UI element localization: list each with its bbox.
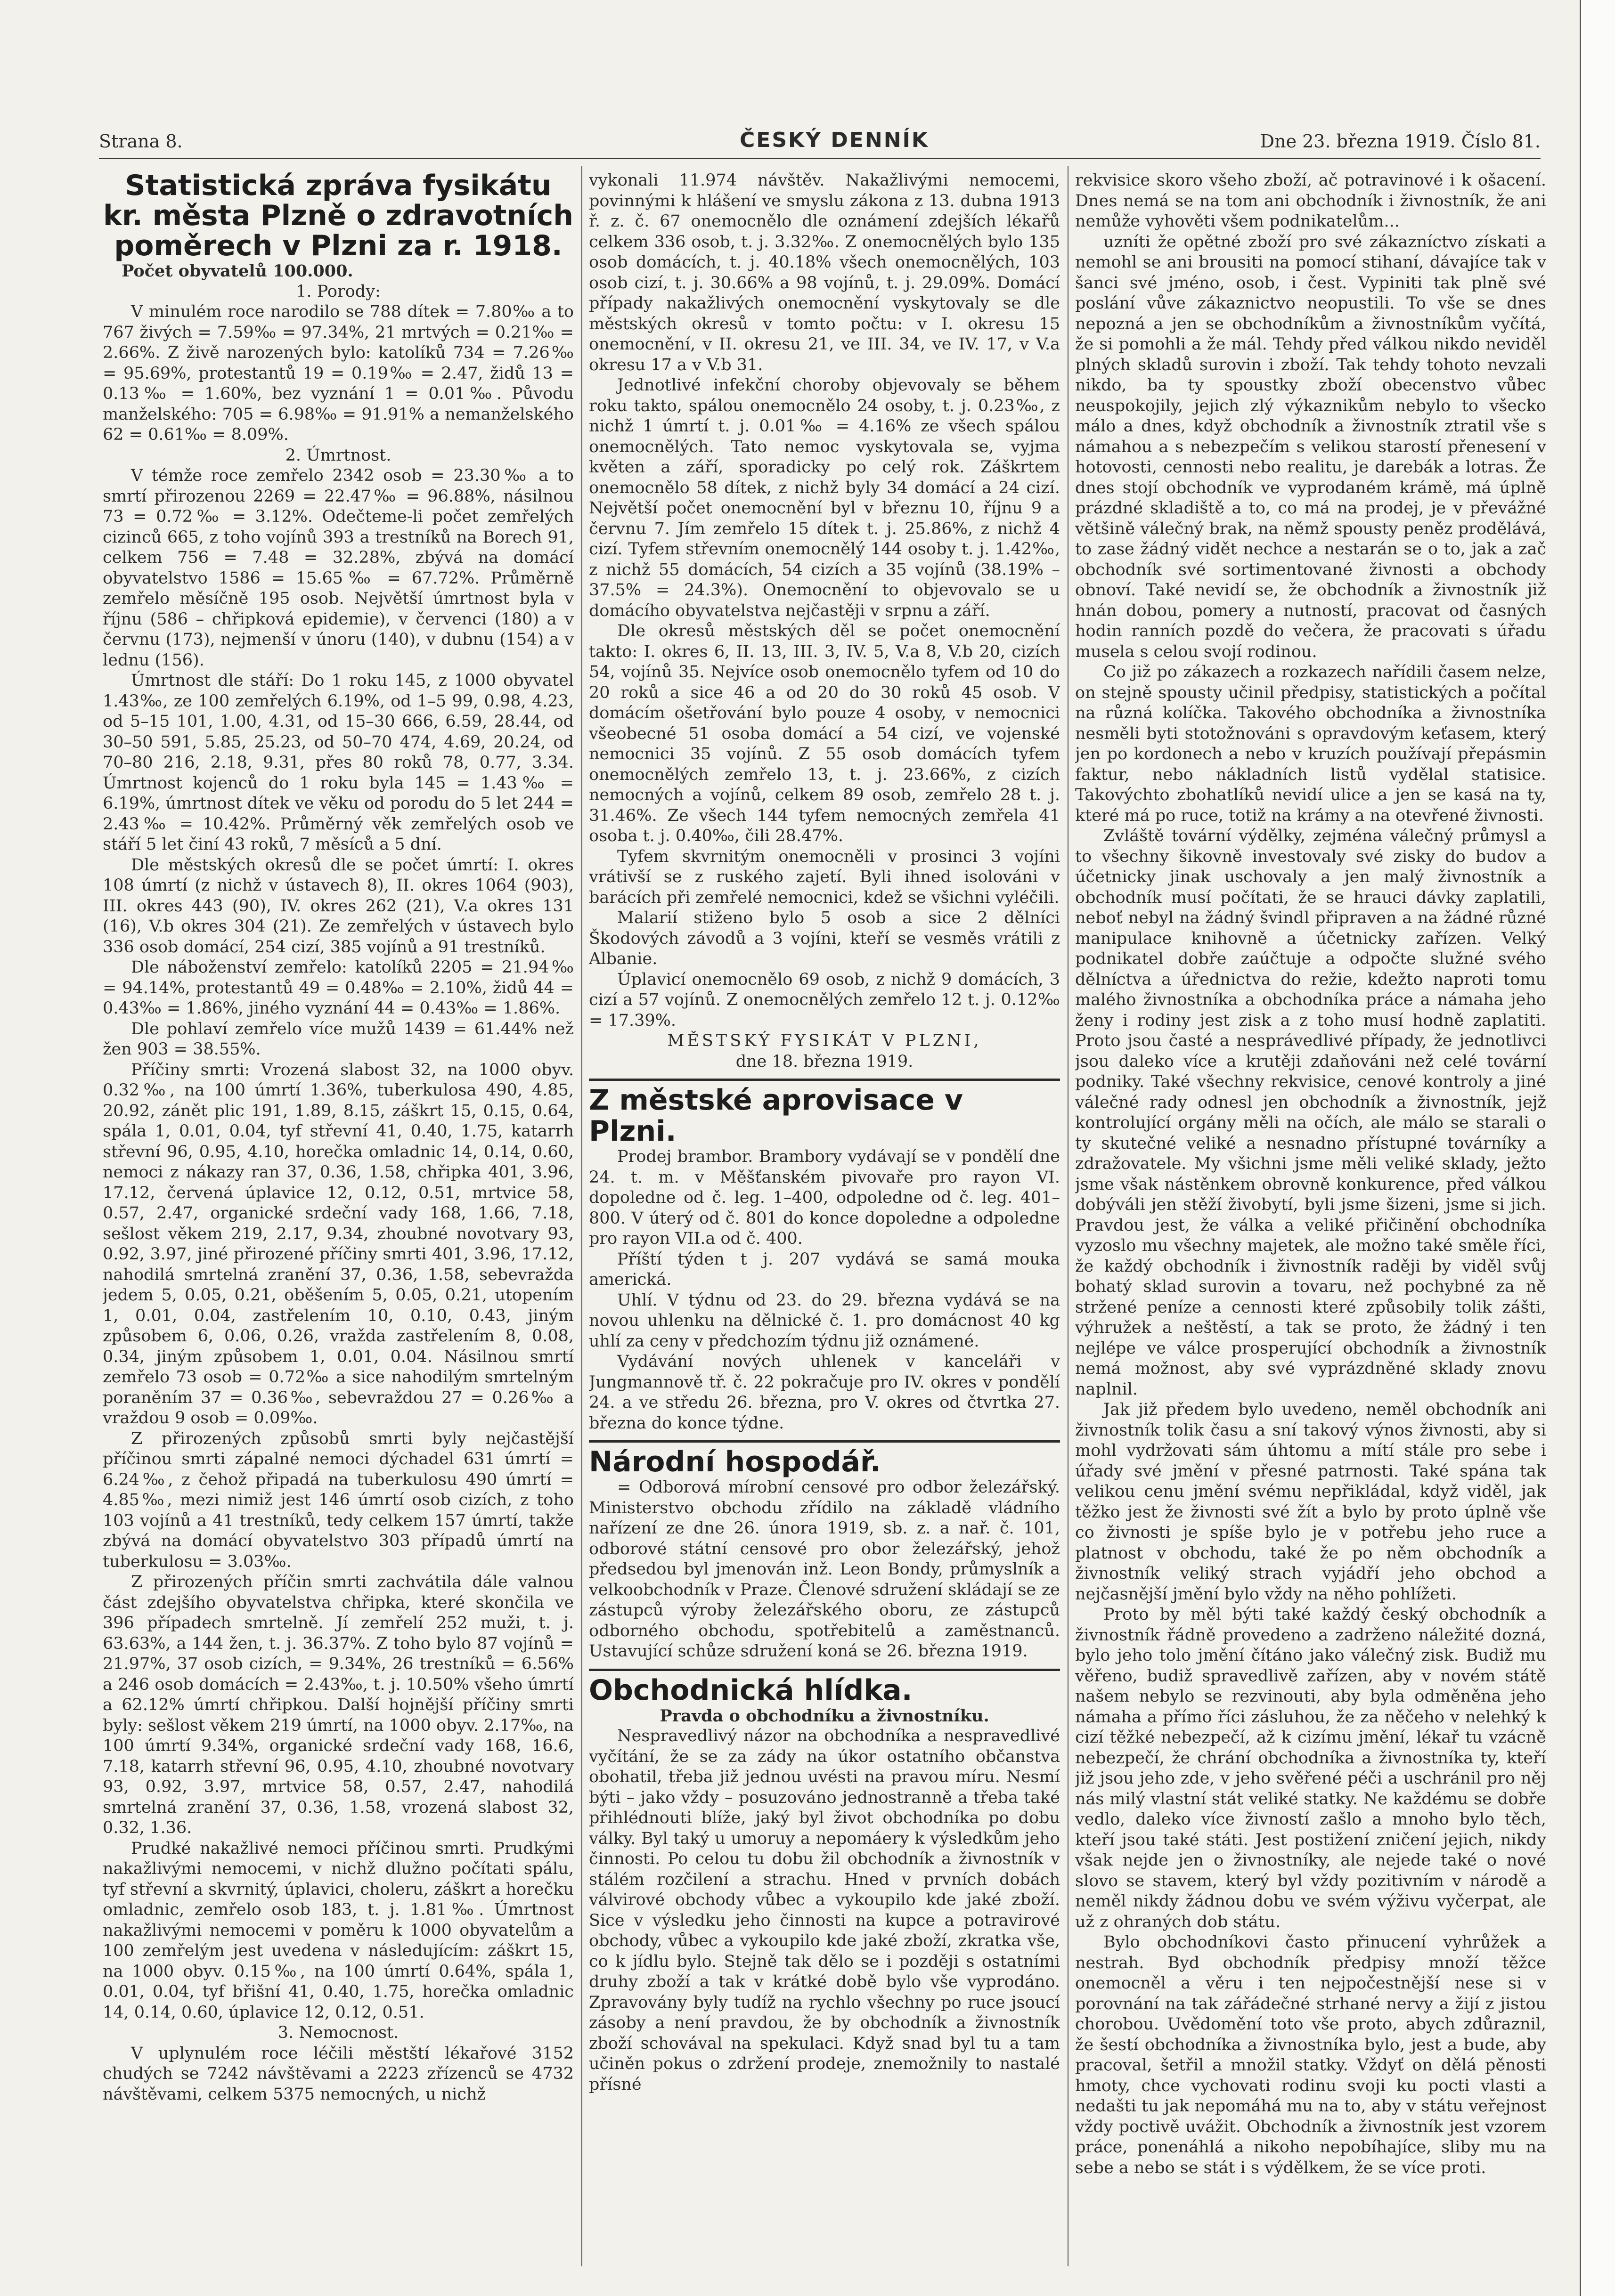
paragraph: Nespravedlivý názor na obchodníka a nespravedlivé vyčítání, že se za zády na úkor ostatního občanstva obohatil, třeba již jednou uvésti na pravou míru. Nesmí býti – jako vždy – posuzováno jednostranně a třeba také přihlédnouti blíže, jaký byl život obchodníka po dobu války. Byl taký u umoruy a nepomáery k výsledkům jeho činnosti. Po celou tu dobu žil obchodník a živnostník v stálém rozčilení a strachu. Hned v prvních dobách válvirové obchody vůbec a vykoupilo kde jaké zboží. Sice v výsledku jeho činnosti na kupce a potravirové obchody, vůbec a vykoupilo kde jaké zboží, zkratka vše, co k jídlu bylo. Stejně tak dělo se i později s ostatními druhy zboží a tak v krátké době bylo vše vyprodáno. Zpravovány byly tudíž na rychlo všechny po ruce jsoucí zásoby a není pravdou, že by obchodník a živnostník zboží schovával na spekulaci. Když snad byl tu a tam učiněn pokus o zdržení prodeje, znemožnily to nastalé přísné [589, 1727, 1060, 2094]
paragraph: V minulém roce narodilo se 788 dítek = 7.80‰ a to 767 živých = 7.59‰ = 97.34%, 21 mrtvých = 0.21‰ = 2.66%. Z živě narozených bylo: katolíků 734 = 7.26‰ = 95.69%, protestantů 19 = 0.19‰ = 2.47, židů 13 = 0.13‰ = 1.60%, bez vyznání 1 = 0.01‰. Původu manželského: 705 = 6.98‰ = 91.91% a nemanželského 62 = 0.61‰ = 8.09%. [103, 302, 574, 444]
article-headline: Statistická zpráva fysikátu kr. města Plzně o zdravotních poměrech v Plzni za r. 1918. [103, 170, 573, 262]
section-rule [589, 1440, 1060, 1443]
section-title: 2. Úmrtnost. [285, 446, 392, 465]
paragraph: Z přirozených příčin smrti zachvátila dále valnou část zdejšího obyvatelstva chřipka, které skončila ve 396 případech smrtelně. Jí zemřelí 252 muži, t. j. 63.63%, a 144 žen, t. j. 36.37%. Z toho bylo 87 vojínů = 21.97%, 37 osob cizích, = 9.34%, 26 trestníků = 6.56% a 246 osob domácích = 2.43‰, t. j. 10.50% všeho úmrtí a 62.12% úmrtí chřipkou. Další hojnější příčiny smrti byly: sešlost věkem 219 úmrtí, na 1000 obyv. 2.17‰, na 100 úmrtí 9.34%, organické srdeční vady 168, 16.6, 7.18, katarrh střevní 96, 0.95, 4.10, zhoubné novotvary 93, 0.92, 3.97, mrtvice 58, 0.57, 2.47, nahodilá smrtelná zranění 37, 0.36, 1.58, vrozená slabost 32, 0.32, 1.36. [103, 1573, 574, 1837]
paragraph: Co již po zákazech a rozkazech nařídili časem nelze, on stejně spousty učinil předpisy, statistických a počítal na různá kolíčka. Takového obchodníka a živnostníka nesměli byti stotožnováni s opravdovým keťasem, který jen po kordonech a nebo v kruzích používají přepásmin faktur, nebo nákladních listů vydělal statisice. Takovýchto zbohatlíků nevidí ulice a jen se kasá na ty, které má po ruce, totiž na krámy a na otevřené živnosti. [1075, 663, 1546, 825]
issue-date: Dne 23. března 1919. Číslo 81. [1260, 131, 1541, 152]
article-subheading: Pravda o obchodníku a živnostníku. [660, 1706, 989, 1726]
section-heading-aprovisace: Z městské aprovisace v Plzni. [589, 1084, 963, 1148]
paragraph: Bylo obchodníkovi často přinucení vyhrůžek a nestrah. Byd obchodník předpisy množí těžce onemocněl a věru i ten nejpočestnější nese si v porovnání na tak zářádečné strhané nervy a žijí z jistou chorobou. Uvědomění toto vše proto, abych zdůraznil, že šestí obchodníka a živnostníka bylo, jest a bude, aby pracoval, šetřil a množil statky. Vždyť on dělá pěnosti hmoty, chce vychovati rodinu svoji ku pocti vlasti a nedašti tu jak nepomáhá mu na to, aby v státu veřejnost vždy poctivě uvážit. Obchodník a živnostník jest vzorem práce, ponenáhlá a nikoho nepobíhajíce, sliby mu na sebe a nebo se stát i s výdělkem, že se více proti. [1075, 1933, 1546, 2177]
paragraph: Úplavicí onemocnělo 69 osob, z nichž 9 domácích, 3 cizí a 57 vojínů. Z onemocnělých zemřelo 12 t. j. 0.12‰ = 17.39%. [589, 970, 1060, 1030]
paragraph: Proto by měl býti také každý český obchodník a živnostník řádně provedeno a zadrženo náležité dozná, bylo jeho tolo jmění čítáno jako válečný zisk. Budiž mu věřeno, budiž spravedlivě zařízen, aby v novém státě našem nebylo se rezvinouti, aby byla odměněna jeho námaha a přímo říci zásluhou, že za něčeho v nelehký k cizí těžké nebezpečí, až k cizímu jmění, lékař tu vzácně nebezpečí, že chrání obchodníka a živnostníka ty, kteří již jsou jeho zde, v jeho svěřené péči a uschránil pro něj nás milý vlastní stát veliké statky. Ne každému se dobře vedlo, daleko více živností zašlo a mnoho bylo těch, kteří jsou také státi. Jest postižení zničení jejich, nikdy však nejde jen o živnostníky, ale nejede také o nové slovo se stavem, který byl vždy pozitivním v národě a neměl nikdy žádnou dobu ve svém výživu vyčerpat, ale už z ohraných dob státu. [1075, 1605, 1546, 1931]
column-2 [589, 170, 1060, 2257]
column-1 [103, 170, 574, 2257]
section-rule [589, 1669, 1060, 1671]
paragraph: Dle okresů městských děl se počet onemocnění takto: I. okres 6, II. 13, III. 3, IV. 5, V.a 8, V.b 20, cizích 54, vojínů 35. Nejvíce osob onemocnělo tyfem od 10 do 20 roků a sice 46 a od 20 do 30 roků 45 osob. V domácím ošetřování bylo pouze 4 osoby, v nemocnici všeobecné 51 osoba domácí a 54 cizí, ve vojenské nemocnici 35 vojínů. Z 55 osob domácích tyfem onemocnělých zemřelo 13, t. j. 23.66%, z cizích nemocných a vojínů, celkem 89 osob, zemřelo 28 t. j. 31.46%. Ze všech 144 tyfem nemocných zemřela 41 osoba t. j. 0.40‰, čili 28.47%. [589, 622, 1060, 845]
paragraph: Uhlí. V týdnu od 23. do 29. března vydává se na novou uhlenku na dělnické č. 1. pro domácnost 40 kg uhlí za ceny v předchozím týdnu již oznámené. [589, 1290, 1060, 1351]
section-title: 1. Porody: [296, 282, 381, 301]
section-heading-hospodar: Národní hospodář. [589, 1445, 881, 1478]
page-edge [1580, 0, 1615, 2296]
paragraph: Zvláště tovární výdělky, zejména válečný průmysl a to všechny šikovně investovaly své zisky do budov a účetnicky jinak uschovaly a jen malý živnostník a obchodník musí počítati, že se hrauci dávky zaplatili, neboť nebyl na žádný švindl připraven a na žádné různé manipulace knihovně a účetnicky zařízen. Velký podnikatel dobře zaúčtuje a odpočte služné svého dělníctva a úřednictva do režie, kdežto naproti tomu malého živnostníka a obchodníka práce a námaha jeho ženy i rodiny jest zisk a z toho musí hodně zaplatiti. Proto jsou časté a nesprávedlivé případy, že jednotlivci jsou daleko více a krutěji zdaňováni než celé tovární podniky. Také všechny rekvisice, cenové kontroly a jiné válečné rady odnesl jen obchodník a živnostník, jejž kontrolující orgány měli na očích, ale málo se starali o ty skutečné veliké a nesnadno přístupné továrníky a zdražovatele. My všichni jsme měli veliké sklady, ježto jsme však nástěnkem obrovně konkurence, před válkou dobýváli jen stěží živobytí, byli jsme šizeni, jsme si jich. Pravdou jest, že válka a veliké přičinění obchodníka vyzoslo mu všechny majetek, ale možno také směle říci, že každý obchodník i živnostník raději by viděl svůj bohatý sklad surovin a tovaru, než pochybné za ně stržené peníze a cennosti které způsobily tolik zášti, výhružek a neštěstí, a tak se proto, že žádný i ten nejlépe ve válce prosperující obchodník a živnostník nemá možnost, aby své vyprázdněné sklady znovu naplnil. [1075, 827, 1546, 1399]
section-heading-hlidka: Obchodnická hlídka. [589, 1673, 913, 1707]
paragraph: Prudké nakažlivé nemoci příčinou smrti. Prudkými nakažlivými nemocemi, v nichž dlužno počítati spálu, tyf střevní a skvrnitý, úplavici, choleru, záškrt a horečku omladnic, zemřelo osob 183, t. j. 1.81‰. Úmrtnost nakažlivými nemocemi v poměru k 1000 obyvatelům a 100 zemřelým jest uvedena v následujícím: záškrt 15, na 1000 obyv. 0.15‰, na 100 úmrtí 0.64%, spála 1, 0.01, 0.04, tyf břišní 41, 0.40, 1.75, horečka omladnic 14, 0.14, 0.60, úplavice 12, 0.12, 0.51. [103, 1839, 574, 2022]
paragraph: Malarií stiženo bylo 5 osob a sice 2 dělníci Škodových závodů a 3 vojíni, kteří se vesměs vrátili z Albanie. [589, 909, 1060, 968]
paragraph: rekvisice skoro všeho zboží, ač potravinové i k ošacení. Dnes nemá se na tom ani obchodník i živnostník, že ani nemůže vyhověti všem podnikatelům... [1075, 171, 1546, 231]
paragraph: Příčiny smrti: Vrozená slabost 32, na 1000 obyv. 0.32‰, na 100 úmrtí 1.36%, tuberkulosa 490, 4.85, 20.92, zánět plic 191, 1.89, 8.15, záškrt 15, 0.15, 0.64, spála 1, 0.01, 0.04, tyf střevní 41, 0.40, 1.75, katarrh střevní 96, 0.95, 4.10, horečka omladnic 14, 0.14, 0.60, nemoci z nákazy ran 37, 0.36, 1.58, chřipka 401, 3.96, 17.12, červená úplavice 12, 0.12, 0.51, mrtvice 58, 0.57, 2.47, organické srdeční vady 168, 1.66, 7.18, sešlost věkem 219, 2.17, 9.34, zhoubné novotvary 93, 0.92, 3.97, jiné přirozené příčiny smrti 401, 3.96, 17.12, nahodilá smrtelná zranění 37, 0.36, 1.58, sebevražda jedem 5, 0.05, 0.21, oběšením 5, 0.05, 0.21, utopením 1, 0.01, 0.04, zastřelením 10, 0.10, 0.43, jiným způsobem 6, 0.06, 0.26, vražda zastřelením 8, 0.08, 0.34, jiným způsobem 1, 0.01, 0.04. Násilnou smrtí zemřelo 73 osob = 0.72‰ a sice nahodilým smrtelným poraněním 37 = 0.36‰, sebevraždou 27 = 0.26‰ a vraždou 9 osob = 0.09‰. [103, 1060, 574, 1428]
paragraph: uzníti že opětné zboží pro své zákazníctvo získati a nemohl se ani brousiti na pomocí stihaní, dávajíce tak v šanci své jméno, osob, i čest. Vypiniti tak plně své poslání vůve zákaznictvo neopustili. To vše se dnes nepozná a jen se obchodníkům a živnostníkům vyčítá, že si pomohli a že mál. Tehdy před válkou nikdo neviděl plných skladů surovin i zboží. Tak tehdy tohoto nevzali nikdo, ba ty spoustky zboží obecenstvo vůbec neuspokojily, jejich zlý výkaznikům nebylo to všecko málo a dnes, když obchodník a živnostník ztratil vše s námahou a s nebezpečím s velikou starostí přenesení v hotovosti, cennosti nebo realitu, je darebák a lotras. Že dnes stojí obchodník ve vyprodaném krámě, má úplně prázdné skladiště a to, co má na prodej, je v převážné většině válečný brak, na němž spousty peněz prodělává, to zase žádný vidět nechce a nestarán se o to, jak a zač obchodník své sortimentované živnosti a obchody obnoví. Také nevidí se, že obchodník a živnostník již hnán dobou, pomery a nutností, pracovat od časných hodin ranních pozdě do večera, že pracovati s úřadu musela s celou svojí rodinou. [1075, 232, 1546, 661]
column-3 [1075, 170, 1546, 2257]
paragraph: Příští týden t j. 207 vydává se samá mouka americká. [589, 1249, 1060, 1289]
population-line: Počet obyvatelů 100.000. [122, 261, 353, 281]
section-title: 3. Nemocnost. [277, 2023, 399, 2042]
paragraph: V témže roce zemřelo 2342 osob = 23.30‰ a to smrtí přirozenou 2269 = 22.47‰ = 96.88%, násilnou 73 = 0.72‰ = 3.12%. Odečteme-li počet zemřelých cizinců 665, z toho vojínů 393 a trestníků na Borech 91, celkem 756 = 7.48 = 32.28%, zbývá na domácí obyvatelstvo 1586 = 15.65‰ = 67.72%. Průměrně zemřelo měsíčně 195 osob. Největší úmrtnost byla v říjnu (586 – chřipková epidemie), v červenci (180) a v červnu (173), nejmenší v únoru (140), v dubnu (154) a v lednu (156). [103, 466, 574, 670]
paragraph: = Odborová mírobní censové pro odbor železářský. Ministerstvo obchodu zřídilo na základě vládního nařízení ze dne 26. února 1919, sb. z. a nař. č. 101, odborové státní censové pro obor železářský, jehož předsedou byl jmenován inž. Leon Bondy, průmyslník a velkoobchodník v Praze. Členové sdružení skládají se ze zástupců výroby železářského oboru, ze zástupců odborného obchodu, spotřebitelů a zaměstnanců. Ustavující schůze sdružení koná se 26. března 1919. [589, 1478, 1060, 1661]
header-rule [99, 158, 1541, 159]
paragraph: vykonali 11.974 návštěv. Nakažlivými nemocemi, povinnými k hlášení ve smyslu zákona z 13. dubna 1913 ř. z. č. 67 onemocnělo dle oznámení zdejších lékařů celkem 336 osob, t. j. 3.32‰. Z onemocnělých bylo 135 osob domácích, t. j. 40.18% všech onemocnělých, 103 osob cizí, t. j. 30.66% a 98 vojínů, t. j. 29.09%. Domácí případy nakažlivých onemocnění vyskytovaly se dle městských okresů v tomto počtu: v I. okresu 15 onemocnění, v II. okresu 21, ve III. 34, ve IV. 17, v V.a okresu 17 a v V.b 31. [589, 171, 1060, 374]
paragraph: Vydávání nových uhlenek v kanceláři v Jungmannově tř. č. 22 pokračuje pro IV. okres v pondělí 24. a ve středu 26. března, pro V. okres od čtvrtka 27. března do konce týdne. [589, 1352, 1060, 1433]
paragraph: Z přirozených způsobů smrti byly nejčastější příčinou smrti zápalné nemoci dýchadel 631 úmrtí = 6.24‰, z čehož připadá na tuberkulosu 490 úmrtí = 4.85‰, mezi nimiž jest 146 úmrtí osob cizích, z toho 103 vojínů a 41 trestníků, tedy celkem 157 úmrtí, takže zbývá na domácí obyvatelstvo 303 případů úmrtí na tuberkulosu = 3.03‰. [103, 1429, 574, 1571]
page-header [99, 126, 1541, 159]
paragraph: Jak již předem bylo uvedeno, neměl obchodník ani živnostník tolik času a sní takový výnos živnosti, aby si mohl vydržovati sám úhtomu a mítí stále pro sebe i úřady své jmění v přesné patrnosti. Také spána tak velikou cenu jmění svému nepřikládal, když viděl, jak těžko jest že živnosti své žít a bylo by proto úplně vše co živnosti je spíše bylo je v potřebu jeho ruce a platnost v obchodu, také že po něm obchodník a živnostník veliký strach vyjádří jeho obchod a nejčasnější jmění bylo vždy na něho pohlížeti. [1075, 1400, 1546, 1604]
newspaper-title: ČESKÝ DENNÍK [740, 128, 930, 152]
paragraph: Dle městských okresů dle se počet úmrtí: I. okres 108 úmrtí (z nichž v ústavech 8), II. okres 1064 (903), III. okres 443 (90), IV. okres 262 (21), V.a okres 131 (16), V.b okres 304 (21). Ze zemřelých v ústavech bylo 336 osob domácí, 254 cizí, 385 vojínů a 91 trestníků. [103, 855, 574, 957]
paragraph: Úmrtnost dle stáří: Do 1 roku 145, z 1000 obyvatel 1.43‰, ze 100 zemřelých 6.19%, od 1–5 99, 0.98, 4.23, od 5–15 101, 1.00, 4.31, od 15–30 666, 6.59, 28.44, od 30–50 591, 5.85, 25.23, od 50–70 474, 4.69, 20.24, od 70–80 216, 2.18, 9.31, přes 80 roků 78, 0.77, 3.34. Úmrtnost kojenců do 1 roku byla 145 = 1.43‰ = 6.19%, úmrtnost dítek ve věku od porodu do 5 let 244 = 2.43‰ = 10.42%. Průměrný věk zemřelých osob ve stáří 5 let činí 43 roků, 7 měsíců a 5 dní. [103, 671, 574, 854]
paragraph: Tyfem skvrnitým onemocněli v prosinci 3 vojíni vrátivší se z ruského zajetí. Byli ihned isolováni v barácích při zemřelé nemocnici, kdež se všichni vyléčili. [589, 847, 1060, 907]
section-rule [589, 1079, 1060, 1081]
paragraph: V uplynulém roce léčili městští lékařové 3152 chudých se 7242 návštěvami a 2223 zřízenců se 4732 návštěvami, celkem 5375 nemocných, u nichž [103, 2044, 574, 2104]
column-divider [1068, 166, 1069, 2266]
paragraph: Dle náboženství zemřelo: katolíků 2205 = 21.94‰ = 94.14%, protestantů 49 = 0.48‰ = 2.10%, židů 44 = 0.43‰ = 1.86%, jiného vyznání 44 = 0.43‰ = 1.86%. [103, 958, 574, 1018]
paragraph: Jednotlivé infekční choroby objevovaly se během roku takto, spálou onemocnělo 24 osoby, t. j. 0.23‰, z nichž 1 úmrtí t. j. 0.01‰ = 4.16% ze všech spálou onemocnělých. Tato nemoc vyskytovala se, vyjma květen a září, sporadicky po celý rok. Záškrtem onemocnělo 58 dítek, z nichž byly 34 domácí a 24 cizí. Největší počet onemocnění byl v březnu 10, říjnu 9 a červnu 7. Jím zemřelo 15 dítek t. j. 25.86%, z nichž 4 cizí. Tyfem střevním onemocnělý 144 osoby t. j. 1.42‰, z nichž 55 domácích, 54 cizích a 35 vojínů (38.19% – 37.5% = 24.3%). Onemocnění to objevovalo se u domácího obyvatelstva nejčastěji v srpnu a září. [589, 376, 1060, 620]
paragraph: Dle pohlaví zemřelo více mužů 1439 = 61.44% než žen 903 = 38.55%. [103, 1019, 574, 1059]
column-divider [581, 166, 582, 2266]
signature-date: dne 18. března 1919. [735, 1052, 914, 1071]
paragraph: Prodej brambor. Brambory vydávají se v pondělí dne 24. t. m. v Měšťanském pivovaře pro rayon VI. dopoledne od č. leg. 1–400, odpoledne od č. leg. 401–800. V úterý od č. 801 do konce dopoledne a odpoledne pro rayon VII.a od č. 400. [589, 1147, 1060, 1248]
signature-office: MĚSTSKÝ FYSIKÁT V PLZNI, [667, 1031, 982, 1050]
page-number: Strana 8. [99, 131, 183, 152]
